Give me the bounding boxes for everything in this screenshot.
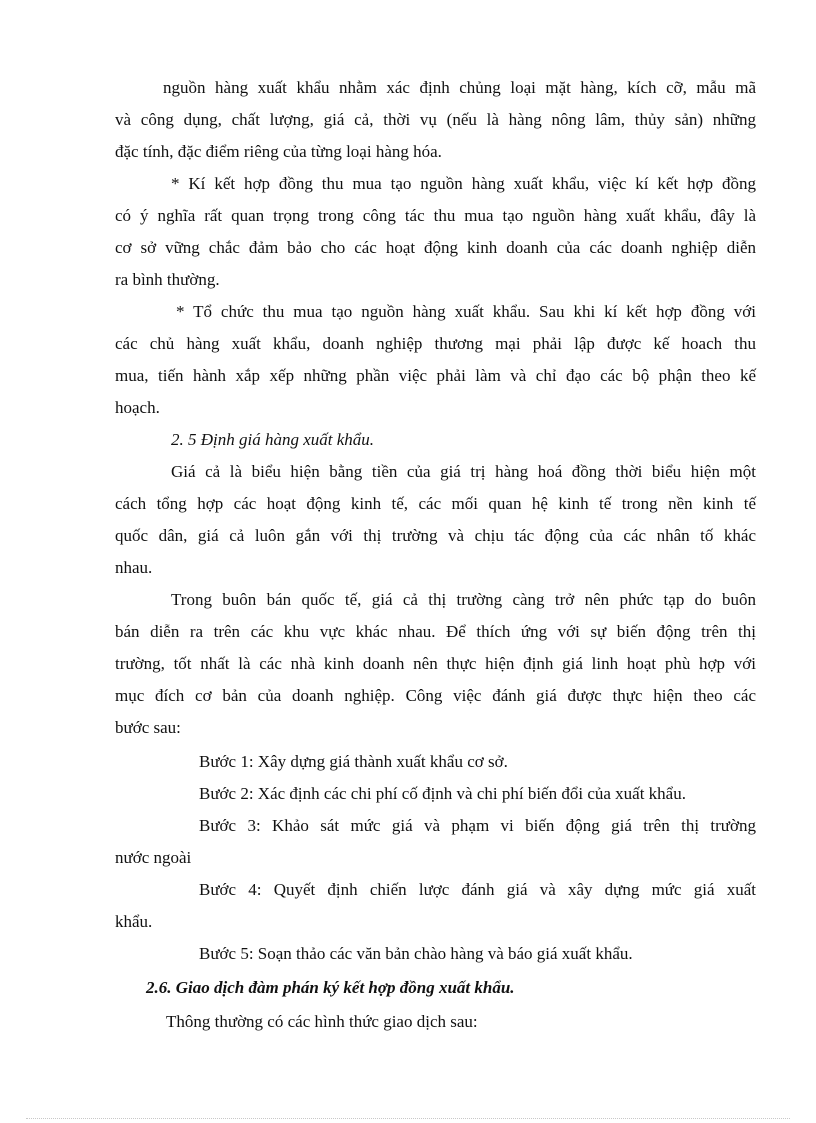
- text-line: nguồn hàng xuất khẩu nhằm xác định chủng loại mặt hàng, kích cỡ, mẫu mã: [163, 78, 756, 97]
- text-line: mua, tiến hành xắp xếp những phần việc phải làm và chỉ đạo các bộ phận theo kế: [115, 366, 756, 385]
- step-5: Bước 5: Soạn thảo các văn bản chào hàng và báo giá xuất khẩu.: [199, 944, 633, 963]
- text-line: nhau.: [115, 558, 153, 577]
- text-line: * Tổ chức thu mua tạo nguồn hàng xuất khẩu. Sau khi kí kết hợp đồng với: [176, 302, 756, 321]
- text-line: bán diễn ra trên các khu vực khác nhau. Để thích ứng với sự biến động trên thị: [115, 622, 756, 641]
- section-heading-2-6: 2.6. Giao dịch đàm phán ký kết hợp đồng xuất khẩu.: [146, 978, 515, 997]
- text-line: Thông thường có các hình thức giao dịch sau:: [166, 1012, 478, 1031]
- text-line: cách tổng hợp các hoạt động kinh tế, các mối quan hệ kinh tế trong nền kinh tế: [115, 494, 756, 513]
- text-line: * Kí kết hợp đồng thu mua tạo nguồn hàng xuất khẩu, việc kí kết hợp đồng: [171, 174, 756, 193]
- text-line: khẩu.: [115, 912, 153, 931]
- section-heading-2-5: 2. 5 Định giá hàng xuất khẩu.: [171, 430, 375, 449]
- step-2: Bước 2: Xác định các chi phí cố định và chi phí biến đổi của xuất khẩu.: [199, 784, 686, 803]
- text-line: quốc dân, giá cả luôn gắn với thị trường và chịu tác động của các nhân tố khác: [115, 526, 756, 545]
- text-line: ra bình thường.: [115, 270, 220, 289]
- text-line: bước sau:: [115, 718, 181, 737]
- text-line: Giá cả là biểu hiện bằng tiền của giá trị hàng hoá đồng thời biểu hiện một: [171, 462, 756, 481]
- text-line: mục đích cơ bản của doanh nghiệp. Công việc đánh giá được thực hiện theo các: [115, 686, 756, 705]
- text-line: Bước 3: Khảo sát mức giá và phạm vi biến động giá trên thị trường: [199, 816, 756, 835]
- text-line: các chủ hàng xuất khẩu, doanh nghiệp thương mại phải lập được kế hoach thu: [115, 334, 756, 353]
- step-1: Bước 1: Xây dựng giá thành xuất khẩu cơ sở.: [199, 752, 508, 771]
- text-line: đặc tính, đặc điểm riêng của từng loại hàng hóa.: [115, 142, 442, 161]
- footer-divider: [26, 1118, 790, 1119]
- text-line: có ý nghĩa rất quan trọng trong công tác thu mua tạo nguồn hàng xuất khẩu, đây là: [115, 206, 756, 225]
- text-line: hoạch.: [115, 398, 160, 417]
- text-line: Bước 4: Quyết định chiến lược đánh giá và xây dựng mức giá xuất: [199, 880, 756, 899]
- text-line: cơ sở vững chắc đảm bảo cho các hoạt động kinh doanh của các doanh nghiệp diễn: [115, 238, 756, 257]
- text-line: nước ngoài: [115, 848, 192, 867]
- text-line: và công dụng, chất lượng, giá cả, thời vụ (nếu là hàng nông lâm, thủy sản) những: [115, 110, 756, 129]
- text-line: Trong buôn bán quốc tế, giá cả thị trường càng trở nên phức tạp do buôn: [171, 590, 756, 609]
- text-line: trường, tốt nhất là các nhà kinh doanh nên thực hiện định giá linh hoạt phù hợp với: [115, 654, 756, 673]
